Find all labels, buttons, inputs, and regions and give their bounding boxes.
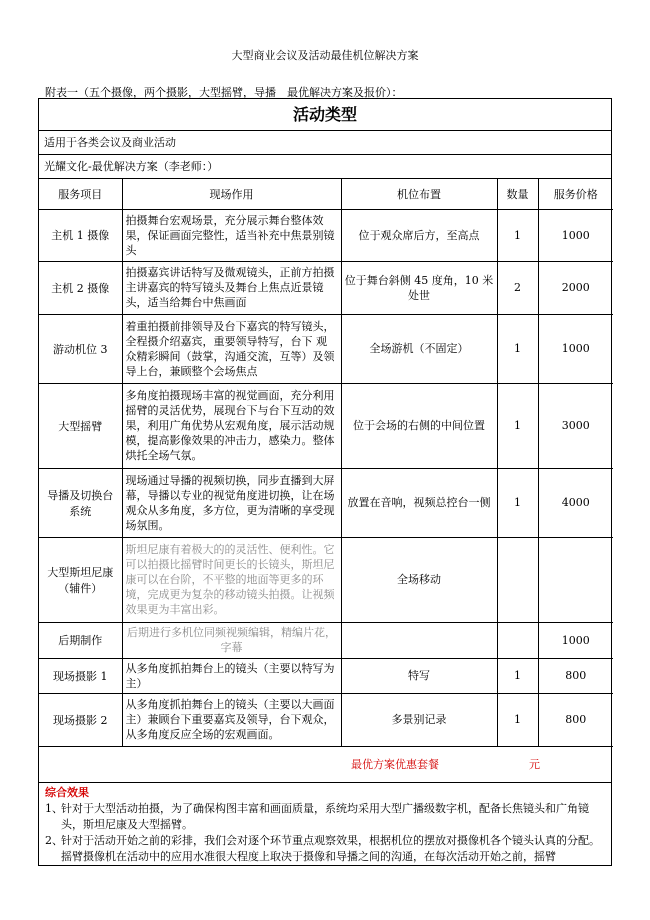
service-price: 800 (538, 658, 613, 693)
service-quantity: 1 (497, 209, 538, 261)
effect-text: 针对于活动开始之前的彩排，我们会对逐个环节重点观察效果，根据机位的摆放对摄像机各个镜头认真的分配。摇臂摄像机在活动中的应用水准很大程度上取决于摄像和导播之间的沟通，在每次活动开始之前，摇臂 (61, 833, 600, 863)
service-function: 斯坦尼康有着极大的的灵活性、便利性。它可以拍摄比摇臂时间更长的长镜头，斯坦尼康可以在台阶，不平整的地面等更多的环境，完成更为复杂的移动镜头拍摄。让视频效果更为丰富出彩。 (122, 537, 341, 622)
table-row (39, 383, 613, 468)
offer-label: 最优方案优惠套餐 (351, 757, 439, 771)
service-position: 放置在音响，视频总控台一侧 (341, 468, 497, 537)
company-plan-row: 光耀文化-最优解决方案（李老师：） (39, 155, 611, 179)
service-table (39, 179, 613, 747)
service-price: 1000 (538, 622, 613, 658)
effect-item (45, 833, 605, 865)
service-quantity: 1 (497, 693, 538, 746)
col-header-function: 现场作用 (122, 179, 341, 209)
table-row (39, 622, 613, 658)
service-function: 从多角度抓拍舞台上的镜头（主要以特写为主） (122, 658, 341, 693)
service-function: 从多角度抓拍舞台上的镜头（主要以大画面主）兼顾台下重要嘉宾及领导，台下观众，从多角度反应全场的宏观画面。 (122, 693, 341, 746)
table-row (39, 314, 613, 383)
appendix-caption: 附表一（五个摄像，两个摄影，大型摇臂，导播 最优解决方案及报价）： (45, 86, 403, 99)
service-quantity: 2 (497, 261, 538, 314)
service-quantity: 1 (497, 383, 538, 468)
effect-item (45, 801, 605, 833)
effect-text: 针对于大型活动拍摄，为了确保构图丰富和画面质量，系统均采用大型广播级数字机，配备长焦镜头和广角镜头，斯坦尼康及大型摇臂。 (61, 801, 589, 831)
service-item: 大型摇臂 (39, 383, 122, 468)
service-price (538, 537, 613, 622)
service-function: 后期进行多机位同频视频编辑，精编片花，字幕 (122, 622, 341, 658)
service-quantity (497, 622, 538, 658)
service-item: 游动机位 3 (39, 314, 122, 383)
service-quantity: 1 (497, 658, 538, 693)
table-row (39, 658, 613, 693)
service-position: 全场移动 (341, 537, 497, 622)
service-function: 拍摄舞台宏观场景，充分展示舞台整体效果，保证画面完整性，适当补充中焦景别镜头 (122, 209, 341, 261)
service-position: 位于会场的右侧的中间位置 (341, 383, 497, 468)
service-price: 3000 (538, 383, 613, 468)
service-position: 特写 (341, 658, 497, 693)
service-function: 现场通过导播的视频切换，同步直播到大屏幕，导播以专业的视觉角度进切换，让在场观众从多角度，多方位，更为清晰的享受现场氛围。 (122, 468, 341, 537)
col-header-price: 服务价格 (538, 179, 613, 209)
service-item: 导播及切换台系统 (39, 468, 122, 537)
service-item: 现场摄影 1 (39, 658, 122, 693)
service-item: 后期制作 (39, 622, 122, 658)
service-price: 1000 (538, 209, 613, 261)
service-position: 位于观众席后方，至高点 (341, 209, 497, 261)
service-item: 大型斯坦尼康（辅件） (39, 537, 122, 622)
service-item: 主机 1 摄像 (39, 209, 122, 261)
table-row (39, 261, 613, 314)
service-position: 多景别记录 (341, 693, 497, 746)
table-header-row (39, 179, 613, 209)
table-row (39, 693, 613, 746)
service-position: 位于舞台斜侧 45 度角，10 米处世 (341, 261, 497, 314)
service-function: 着重拍摄前排领导及台下嘉宾的特写镜头，全程摄介绍嘉宾，重要领导特写，台下 观众精彩瞬间（鼓掌，沟通交流，互等）及领导上台，兼顾整个会场焦点 (122, 314, 341, 383)
service-price: 2000 (538, 261, 613, 314)
col-header-item: 服务项目 (39, 179, 122, 209)
col-header-position: 机位布置 (341, 179, 497, 209)
service-item: 主机 2 摄像 (39, 261, 122, 314)
applies-to-row: 适用于各类会议及商业活动 (39, 131, 611, 155)
table-row (39, 209, 613, 261)
service-quantity: 1 (497, 468, 538, 537)
service-quantity (497, 537, 538, 622)
service-function: 拍摄嘉宾讲话特写及微观镜头，正前方拍摄主讲嘉宾的特写镜头及舞台上焦点近景镜头，适当给舞台中焦画面 (122, 261, 341, 314)
service-item: 现场摄影 2 (39, 693, 122, 746)
service-price: 1000 (538, 314, 613, 383)
effect-number: 2、 (45, 833, 63, 847)
service-price: 4000 (538, 468, 613, 537)
service-function: 多角度拍摄现场丰富的视觉画面，充分利用摇臂的灵活优势，展现台下与台下互动的效果，利用广角优势从宏观角度，展示活动规模，提高影像效果的冲击力，感染力。整体烘托全场气氛。 (122, 383, 341, 468)
service-position (341, 622, 497, 658)
effect-number: 1、 (45, 801, 63, 815)
offer-row (39, 747, 611, 783)
effects-section (39, 783, 611, 865)
offer-unit: 元 (529, 757, 540, 771)
document-title: 大型商业会议及活动最佳机位解决方案 (231, 49, 419, 62)
quote-sheet (38, 98, 612, 866)
col-header-quantity: 数量 (497, 179, 538, 209)
table-row (39, 468, 613, 537)
service-quantity: 1 (497, 314, 538, 383)
service-price: 800 (538, 693, 613, 746)
activity-type-header: 活动类型 (39, 99, 611, 131)
table-row (39, 537, 613, 622)
service-position: 全场游机（不固定） (341, 314, 497, 383)
effects-title: 综合效果 (45, 785, 89, 799)
